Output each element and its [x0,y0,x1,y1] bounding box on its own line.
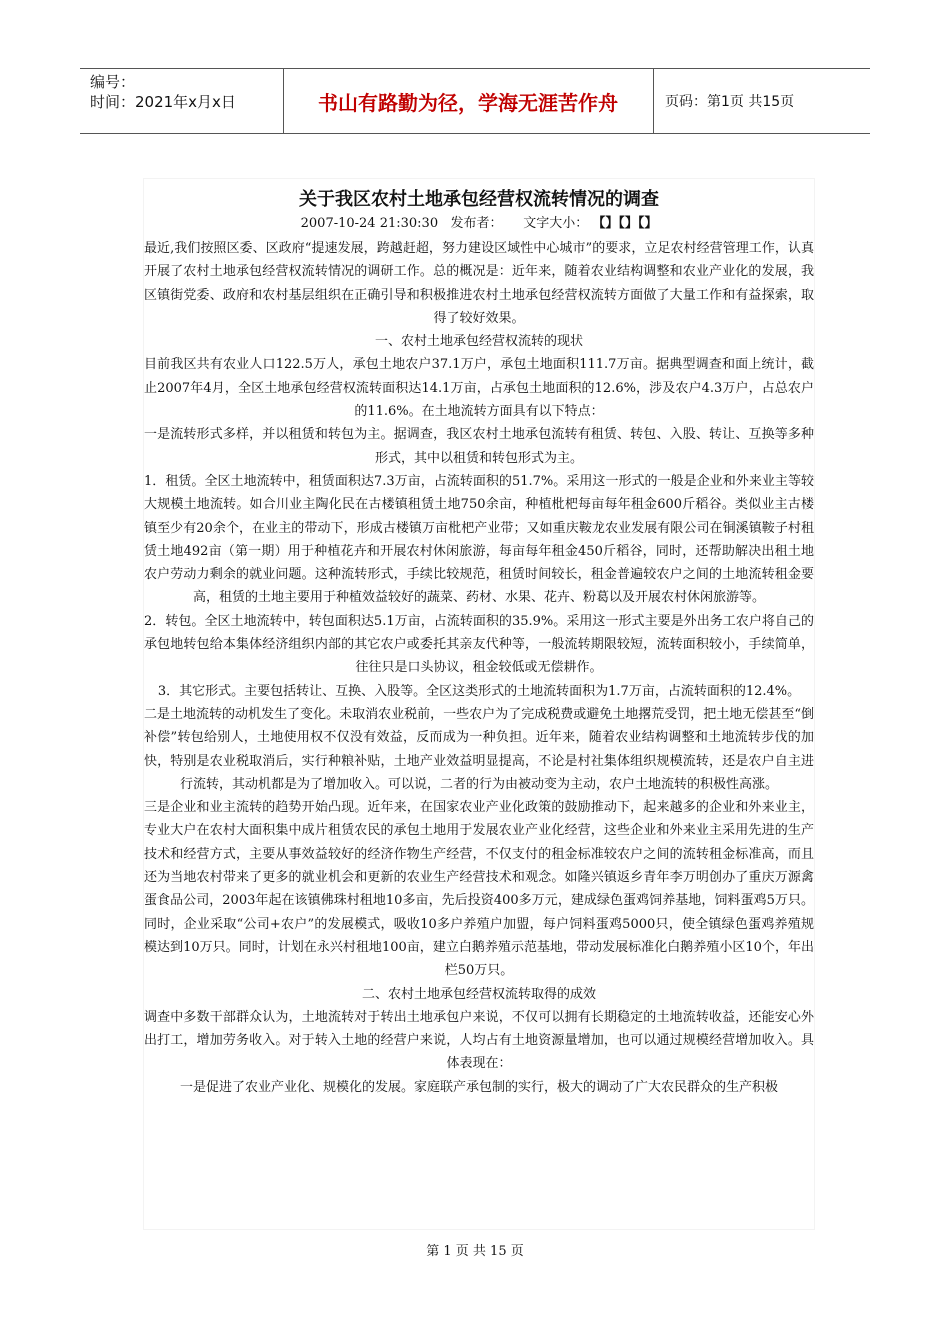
publisher-label: 发布者： [450,216,503,231]
paragraph: 二是土地流转的动机发生了变化。未取消农业税前，一些农户为了完成税费或避免土地撂荒受罚，把土地无偿甚至“倒补偿”转包给别人，土地使用权不仅没有效益，反而成为一种负担。近年来，随着农业结构调整和土地流转步伐的加快，特别是农业税取消后，实行种粮补贴，土地产业效益明显提高，不论是村社集体组织规模流转，还是农户自主进行流转，其动机都是为了增加收入。可以说，二者的行为由被动变为主动，农户土地流转的积极性高涨。 [144,706,814,792]
paragraph: 一是流转形式多样，并以租赁和转包为主。据调查，我区农村土地承包流转有租赁、转包、入股、转让、互换等多种形式，其中以租赁和转包形式为主。 [144,427,814,466]
article-content [143,178,815,1230]
paragraph: 一是促进了农业产业化、规模化的发展。家庭联产承包制的实行，极大的调动了广大农民群众的生产积极 [179,1079,778,1095]
article-datetime: 2007-10-24 21:30:30 [300,216,439,231]
article-body [144,237,814,1099]
header-number-label: 编号： [90,73,136,91]
paragraph: 1．租赁。全区土地流转中，租赁面积达7.3万亩，占流转面积的51.7%。采用这一形式的一般是企业和外来业主等较大规模土地流转。如合川业主陶化民在古楼镇租赁土地750余亩，种植枇杷每亩每年租金600斤稻谷。类似业主古楼镇至少有20余个，在业主的带动下，形成古楼镇万亩枇杷产业带；又如重庆鞍龙农业发展有限公司在铜溪镇鞍子村租赁土地492亩（第一期）用于种植花卉和开展农村休闲旅游，每亩每年租金450斤稻谷，同时，还帮助解决出租土地农户劳动力剩余的就业问题。这种流转形式，手续比较规范，租赁时间较长，租金普遍较农户之间的土地流转租金要高，租赁的土地主要用于种植效益较好的蔬菜、药材、水果、花卉、粉葛以及开展农村休闲旅游等。 [144,473,814,606]
paragraph: 调查中多数干部群众认为，土地流转对于转出土地承包户来说，不仅可以拥有长期稳定的土地流转收益，还能安心外出打工，增加劳务收入。对于转入土地的经营户来说，人均占有土地资源量增加，也可以通过规模经营增加收入。具体表现在： [144,1009,814,1072]
article-meta [144,212,814,231]
paragraph: 目前我区共有农业人口122.5万人，承包土地农户37.1万户，承包土地面积111.7万亩。据典型调查和面上统计，截止2007年4月，全区土地承包经营权流转面积达14.1万亩，占承包土地面积的12.6%，涉及农户4.3万户，占总农户的11.6%。在土地流转方面具有以下特点： [144,357,814,420]
section-heading: 一、农村土地承包经营权流转的现状 [374,334,583,350]
header-motto: 书山有路勤为径，学海无涯苦作舟 [318,90,618,115]
page-footer: 第 1 页 共 15 页 [426,1244,524,1259]
font-size-options[interactable]: 【】【】【】 [592,216,658,231]
paragraph: 最近,我们按照区委、区政府“提速发展，跨越赶超，努力建设区域性中心城市”的要求，立足农村经营管理工作，认真开展了农村土地承包经营权流转情况的调研工作。总的概况是：近年来，随着农业结构调整和农业产业化的发展，我区镇街党委、政府和农村基层组织在正确引导和积极推进农村土地承包经营权流转方面做了大量工作和有益探索，取得了较好效果。 [144,241,814,326]
paragraph: 2．转包。全区土地流转中，转包面积达5.1万亩，占流转面积的35.9%。采用这一形式主要是外出务工农户将自己的承包地转包给本集体经济组织内部的其它农户或委托其亲友代种等，一般流转期限较短，流转面积较小，手续简单，往往只是口头协议，租金较低或无偿耕作。 [144,613,814,676]
header-page-info: 页码：第1页 共15页 [665,94,795,110]
paragraph: 3．其它形式。主要包括转让、互换、入股等。全区这类形式的土地流转面积为1.7万亩，占流转面积的12.4%。 [157,683,801,699]
header-info [90,72,280,112]
header-time-label: 时间：2021年x月x日 [90,93,236,111]
header-divider-right [653,68,654,134]
section-heading: 二、农村土地承包经营权流转取得的成效 [361,986,596,1002]
document-header [80,68,870,134]
paragraph: 三是企业和业主流转的趋势开始凸现。近年来，在国家农业产业化政策的鼓励推动下，起来越多的企业和外来业主，专业大户在农村大面积集中成片租赁农民的承包土地用于发展农业产业化经营，这些企业和外来业主采用先进的生产技术和经营方式，主要从事效益较好的经济作物生产经营，不仅支付的租金标准较农户之间的流转租金标准高，而且还为当地农村带来了更多的就业机会和更新的农业生产经营技术和观念。如隆兴镇返乡青年李万明创办了重庆万源禽蛋食品公司，2003年起在该镇佛珠村租地10多亩，先后投资400多万元，建成绿色蛋鸡饲养基地，饲料蛋鸡5万只。同时，企业采取“公司+农户”的发展模式，吸收10多户养殖户加盟，每户饲料蛋鸡5000只，使全镇绿色蛋鸡养殖规模达到10万只。同时，计划在永兴村租地100亩，建立白鹅养殖示范基地，带动发展标准化白鹅养殖小区10个，年出栏50万只。 [144,800,814,979]
font-size-label: 文字大小： [523,216,589,231]
article-title: 关于我区农村土地承包经营权流转情况的调查 [299,189,659,210]
